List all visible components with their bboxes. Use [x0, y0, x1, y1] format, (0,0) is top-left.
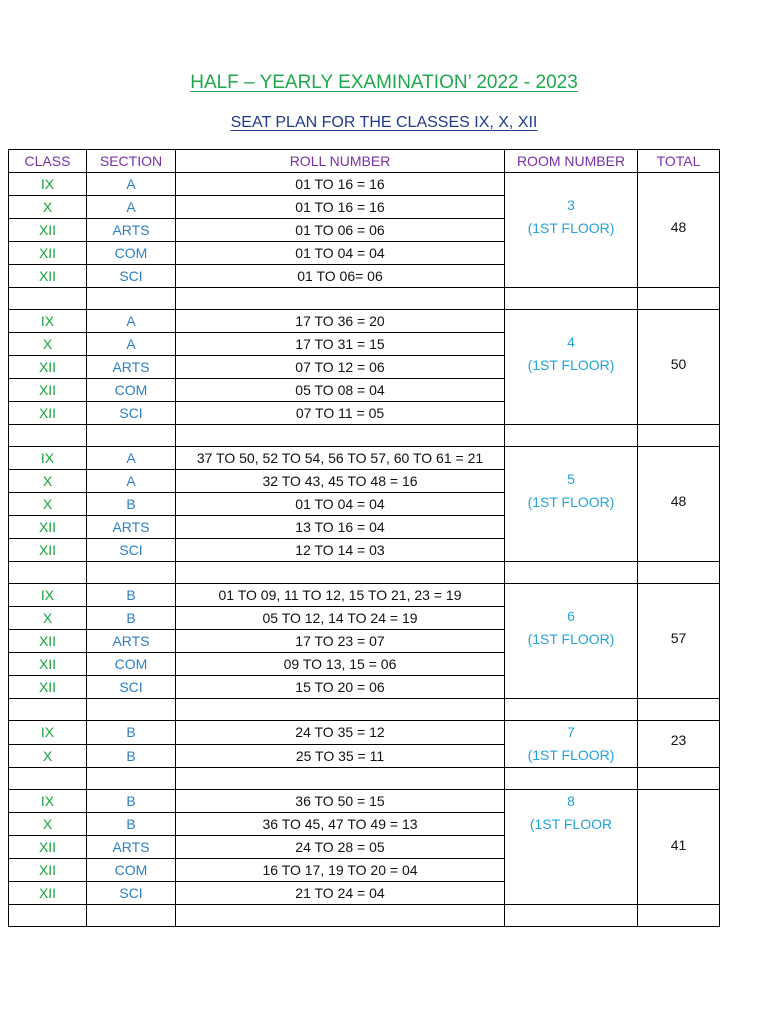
class-cell: XII [9, 265, 87, 288]
class-cell: XII [9, 653, 87, 676]
empty-cell [176, 425, 505, 447]
room-floor: (1ST FLOOR) [527, 494, 615, 510]
document-title: HALF – YEARLY EXAMINATION’ 2022 - 2023 [190, 72, 578, 93]
room-floor: (1ST FLOOR) [527, 747, 615, 763]
class-cell: XII [9, 859, 87, 882]
class-cell: XII [9, 882, 87, 905]
roll-number-cell: 01 TO 04 = 04 [176, 493, 505, 516]
section-cell: A [87, 196, 176, 219]
empty-cell [505, 699, 638, 721]
section-cell: A [87, 310, 176, 333]
class-cell: XII [9, 630, 87, 653]
class-cell: IX [9, 173, 87, 196]
roll-number-cell: 01 TO 16 = 16 [176, 196, 505, 219]
empty-cell [87, 425, 176, 447]
header-class: CLASS [9, 150, 87, 173]
table-row [9, 790, 720, 813]
class-cell: X [9, 196, 87, 219]
section-cell: A [87, 173, 176, 196]
empty-cell [505, 425, 638, 447]
room-number-cell [505, 790, 638, 905]
roll-number-cell: 07 TO 12 = 06 [176, 356, 505, 379]
roll-number-cell: 09 TO 13, 15 = 06 [176, 653, 505, 676]
roll-number-cell: 01 TO 04 = 04 [176, 242, 505, 265]
room-number: 5 [567, 471, 575, 487]
class-cell: XII [9, 516, 87, 539]
empty-cell [9, 288, 87, 310]
roll-number-cell: 36 TO 45, 47 TO 49 = 13 [176, 813, 505, 836]
section-cell: SCI [87, 882, 176, 905]
room-number: 7 [567, 724, 575, 740]
room-number: 8 [567, 793, 575, 809]
header-row [9, 150, 720, 173]
empty-cell [638, 562, 720, 584]
header-room-number: ROOM NUMBER [505, 150, 638, 173]
room-number-cell [505, 447, 638, 562]
room-floor: (1ST FLOOR) [527, 220, 615, 236]
room-number: 3 [567, 197, 575, 213]
room-number: 4 [567, 334, 575, 350]
empty-cell [505, 562, 638, 584]
class-cell: IX [9, 584, 87, 607]
roll-number-cell: 24 TO 35 = 12 [176, 721, 505, 745]
total-cell [638, 790, 720, 905]
separator-row [9, 905, 720, 927]
roll-number-cell: 01 TO 16 = 16 [176, 173, 505, 196]
empty-cell [638, 288, 720, 310]
table-body [9, 173, 720, 927]
empty-cell [87, 288, 176, 310]
total-cell [638, 447, 720, 562]
empty-cell [9, 562, 87, 584]
empty-cell [638, 905, 720, 927]
section-cell: B [87, 607, 176, 630]
section-cell: B [87, 584, 176, 607]
section-cell: ARTS [87, 516, 176, 539]
section-cell: COM [87, 859, 176, 882]
section-cell: SCI [87, 539, 176, 562]
room-number-cell [505, 310, 638, 425]
class-cell: XII [9, 539, 87, 562]
roll-number-cell: 01 TO 06= 06 [176, 265, 505, 288]
section-cell: ARTS [87, 219, 176, 242]
roll-number-cell: 13 TO 16 = 04 [176, 516, 505, 539]
table-row [9, 721, 720, 745]
class-cell: IX [9, 310, 87, 333]
class-cell: XII [9, 219, 87, 242]
class-cell: X [9, 333, 87, 356]
room-number: 6 [567, 608, 575, 624]
total-cell [638, 721, 720, 768]
total-value: 41 [670, 837, 687, 853]
header-section: SECTION [87, 150, 176, 173]
empty-cell [176, 699, 505, 721]
class-cell: X [9, 470, 87, 493]
separator-row [9, 425, 720, 447]
separator-row [9, 699, 720, 721]
section-cell: SCI [87, 402, 176, 425]
section-cell: COM [87, 653, 176, 676]
total-value: 57 [670, 630, 687, 646]
section-cell: A [87, 447, 176, 470]
roll-number-cell: 05 TO 12, 14 TO 24 = 19 [176, 607, 505, 630]
empty-cell [638, 699, 720, 721]
section-cell: ARTS [87, 836, 176, 859]
separator-row [9, 288, 720, 310]
room-number-cell [505, 584, 638, 699]
table-header [9, 150, 720, 173]
roll-number-cell: 01 TO 06 = 06 [176, 219, 505, 242]
empty-cell [87, 699, 176, 721]
roll-number-cell: 05 TO 08 = 04 [176, 379, 505, 402]
roll-number-cell: 16 TO 17, 19 TO 20 = 04 [176, 859, 505, 882]
empty-cell [176, 768, 505, 790]
class-cell: X [9, 607, 87, 630]
class-cell: XII [9, 242, 87, 265]
table-row [9, 173, 720, 196]
section-cell: COM [87, 379, 176, 402]
class-cell: XII [9, 676, 87, 699]
class-cell: X [9, 813, 87, 836]
empty-cell [87, 905, 176, 927]
empty-cell [87, 562, 176, 584]
empty-cell [176, 562, 505, 584]
class-cell: X [9, 744, 87, 768]
section-cell: B [87, 813, 176, 836]
empty-cell [505, 768, 638, 790]
section-cell: A [87, 470, 176, 493]
table-row [9, 310, 720, 333]
roll-number-cell: 12 TO 14 = 03 [176, 539, 505, 562]
section-cell: SCI [87, 265, 176, 288]
roll-number-cell: 01 TO 09, 11 TO 12, 15 TO 21, 23 = 19 [176, 584, 505, 607]
roll-number-cell: 21 TO 24 = 04 [176, 882, 505, 905]
table-row [9, 447, 720, 470]
header-roll-number: ROLL NUMBER [176, 150, 505, 173]
section-cell: ARTS [87, 630, 176, 653]
empty-cell [638, 425, 720, 447]
empty-cell [176, 288, 505, 310]
room-floor: (1ST FLOOR) [527, 357, 615, 373]
roll-number-cell: 36 TO 50 = 15 [176, 790, 505, 813]
roll-number-cell: 17 TO 31 = 15 [176, 333, 505, 356]
class-cell: IX [9, 721, 87, 745]
separator-row [9, 562, 720, 584]
section-cell: ARTS [87, 356, 176, 379]
class-cell: IX [9, 447, 87, 470]
empty-cell [505, 905, 638, 927]
room-number-cell [505, 173, 638, 288]
table-row [9, 584, 720, 607]
empty-cell [9, 699, 87, 721]
empty-cell [176, 905, 505, 927]
total-value: 50 [670, 356, 687, 372]
roll-number-cell: 17 TO 23 = 07 [176, 630, 505, 653]
empty-cell [9, 768, 87, 790]
empty-cell [9, 905, 87, 927]
total-value: 23 [670, 732, 687, 748]
seat-plan-table [8, 149, 720, 927]
section-cell: A [87, 333, 176, 356]
roll-number-cell: 15 TO 20 = 06 [176, 676, 505, 699]
total-cell [638, 310, 720, 425]
room-floor: (1ST FLOOR) [527, 631, 615, 647]
document-subtitle: SEAT PLAN FOR THE CLASSES IX, X, XII [230, 114, 538, 131]
empty-cell [505, 288, 638, 310]
section-cell: B [87, 790, 176, 813]
class-cell: XII [9, 402, 87, 425]
roll-number-cell: 17 TO 36 = 20 [176, 310, 505, 333]
section-cell: COM [87, 242, 176, 265]
room-floor: (1ST FLOOR [529, 816, 613, 832]
class-cell: IX [9, 790, 87, 813]
roll-number-cell: 07 TO 11 = 05 [176, 402, 505, 425]
section-cell: B [87, 493, 176, 516]
class-cell: X [9, 493, 87, 516]
empty-cell [638, 768, 720, 790]
section-cell: SCI [87, 676, 176, 699]
total-value: 48 [670, 219, 687, 235]
class-cell: XII [9, 836, 87, 859]
total-cell [638, 173, 720, 288]
room-number-cell [505, 721, 638, 768]
roll-number-cell: 25 TO 35 = 11 [176, 744, 505, 768]
class-cell: XII [9, 356, 87, 379]
roll-number-cell: 37 TO 50, 52 TO 54, 56 TO 57, 60 TO 61 = 21 [176, 447, 505, 470]
total-cell [638, 584, 720, 699]
empty-cell [9, 425, 87, 447]
section-cell: B [87, 721, 176, 745]
class-cell: XII [9, 379, 87, 402]
empty-cell [87, 768, 176, 790]
section-cell: B [87, 744, 176, 768]
roll-number-cell: 32 TO 43, 45 TO 48 = 16 [176, 470, 505, 493]
separator-row [9, 768, 720, 790]
roll-number-cell: 24 TO 28 = 05 [176, 836, 505, 859]
header-total: TOTAL [638, 150, 720, 173]
total-value: 48 [670, 493, 687, 509]
